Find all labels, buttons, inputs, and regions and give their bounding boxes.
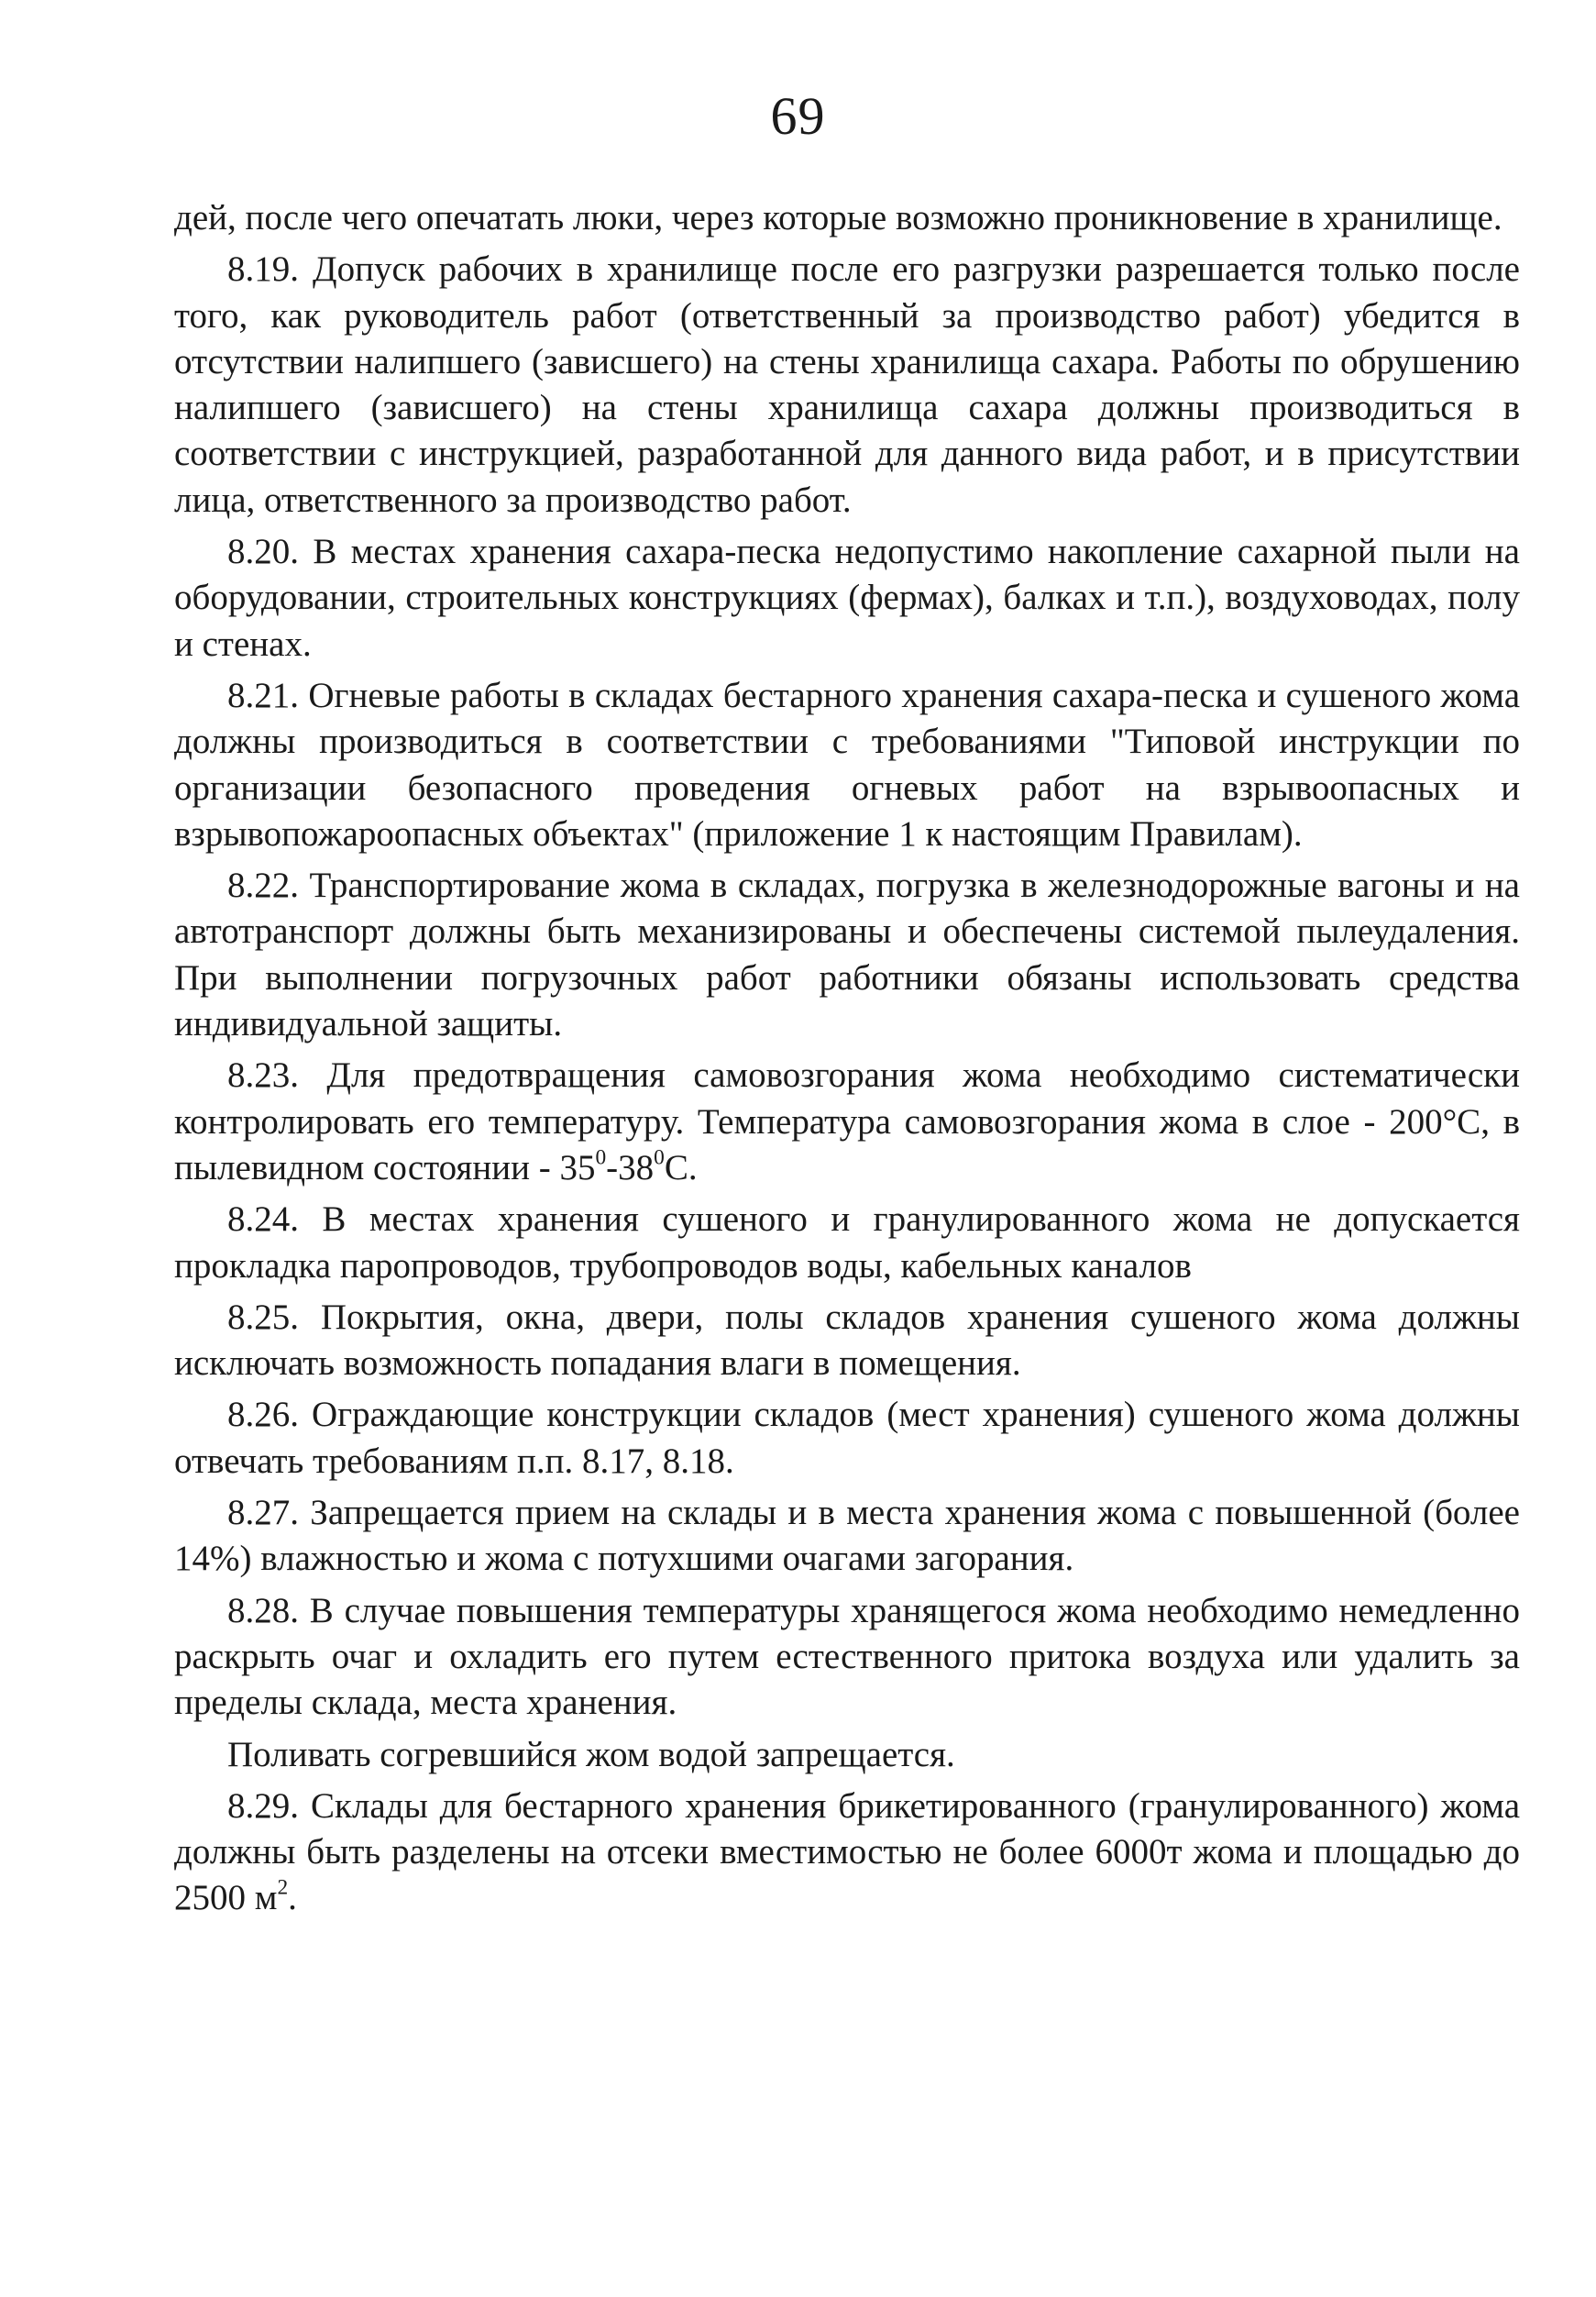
paragraph-8-28: 8.28. В случае повышения температуры хранящегося жома необходимо немедленно раскрыть очаг и охладить его путем естественного притока воздуха или удалить за пределы склада, места хранения. bbox=[174, 1590, 1520, 1723]
paragraph-8-23 bbox=[174, 1053, 1520, 1191]
paragraph-8-23-text-end: С. bbox=[664, 1147, 698, 1187]
paragraph-8-27: 8.27. Запрещается прием на склады и в места хранения жома с повышенной (более 14%) влажностью и жома с потухшими очагами загорания. bbox=[174, 1493, 1520, 1579]
page-number: 69 bbox=[770, 86, 826, 146]
paragraph-8-29-text: 8.29. Склады для бестарного хранения брикетированного (гранулированного) жома должны быть разделены на отсеки вместимостью не более 6000т жома и площадью до 2500 м bbox=[174, 1785, 1520, 1918]
paragraph-8-25: 8.25. Покрытия, окна, двери, полы складов хранения сушеного жома должны исключать возможность попадания влаги в помещения. bbox=[174, 1297, 1520, 1384]
paragraph-8-26: 8.26. Ограждающие конструкции складов (мест хранения) сушеного жома должны отвечать требованиям п.п. 8.17, 8.18. bbox=[174, 1395, 1520, 1481]
paragraph-8-19: 8.19. Допуск рабочих в хранилище после его разгрузки разрешается только после того, как руководитель работ (ответственный за производство работ) убедится в отсутствии налипшего (зависшего) на стены хранилища сахара. Работы по обрушению налипшего (зависшего) на стены хранилища сахара должны производиться в соответствии с инструкцией, разработанной для данного вида работ, и в присутствии лица, ответственного за производство работ. bbox=[174, 249, 1520, 520]
paragraph-8-29-text-end: . bbox=[288, 1878, 297, 1918]
paragraph-8-29 bbox=[174, 1783, 1520, 1922]
paragraph-8-23-text-mid: -38 bbox=[606, 1147, 655, 1187]
degree-superscript: 0 bbox=[595, 1145, 607, 1170]
paragraph-continuation: дей, после чего опечатать люки, через которые возможно проникновение в хранилище. bbox=[174, 198, 1502, 237]
degree-superscript: 0 bbox=[654, 1145, 665, 1170]
paragraph-8-22: 8.22. Транспортирование жома в складах, погрузка в железнодорожные вагоны и на автотранспорт должны быть механизированы и обеспечены системой пылеудаления. При выполнении погрузочных работ работники обязаны использовать средства индивидуальной защиты. bbox=[174, 866, 1520, 1044]
square-superscript: 2 bbox=[277, 1876, 289, 1901]
paragraph-8-20: 8.20. В местах хранения сахара-песка недопустимо накопление сахарной пыли на оборудовании, строительных конструкциях (фермах), балках и т.п.), воздуховодах, полу и стенах. bbox=[174, 532, 1520, 664]
document-body bbox=[174, 195, 1520, 1927]
paragraph-watering-prohibition: Поливать согревшийся жом водой запрещается. bbox=[227, 1734, 955, 1774]
paragraph-8-24: 8.24. В местах хранения сушеного и гранулированного жома не допускается прокладка паропроводов, трубопроводов воды, кабельных каналов bbox=[174, 1199, 1520, 1286]
paragraph-8-23-text: 8.23. Для предотвращения самовозгорания жома необходимо систематически контролировать его температуру. Температура самовозгорания жома в слое - 200°С, в пылевидном состоянии - 35 bbox=[174, 1055, 1520, 1187]
paragraph-8-21: 8.21. Огневые работы в складах бестарного хранения сахара-песка и сушеного жома должны производиться в соответствии с требованиями "Типовой инструкции по организации безопасного проведения огневых работ на взрывоопасных и взрывопожароопасных объектах" (приложение 1 к настоящим Правилам). bbox=[174, 675, 1520, 854]
